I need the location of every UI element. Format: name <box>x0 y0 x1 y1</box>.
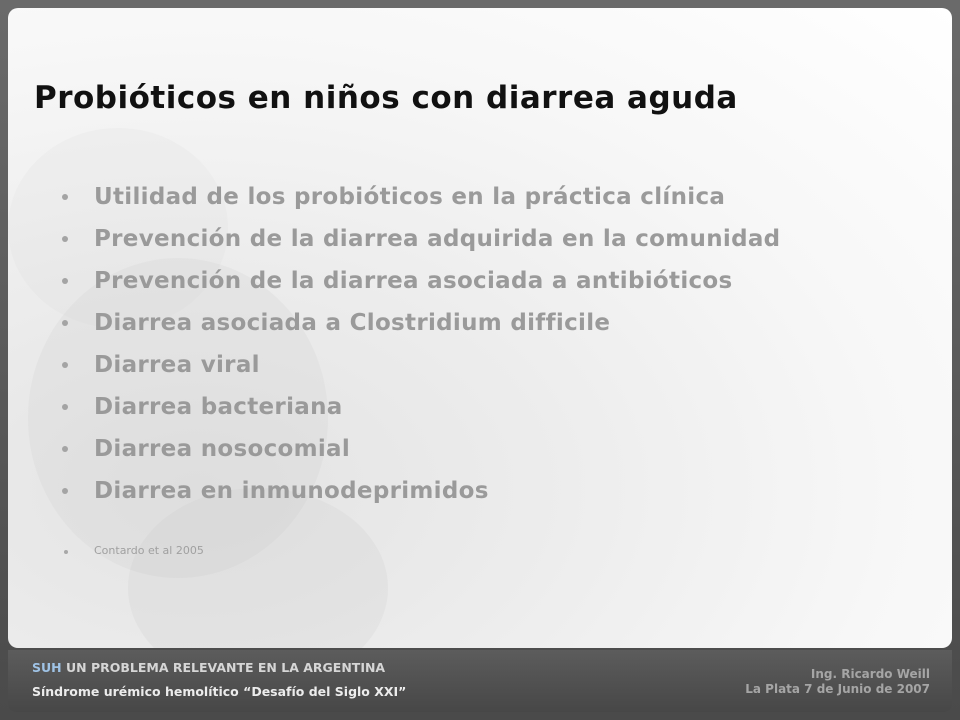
bullet-item <box>60 344 780 386</box>
bullet-text: Prevención de la diarrea adquirida en la comunidad <box>94 226 781 252</box>
bullet-item <box>60 428 780 470</box>
citation-text: Contardo et al 2005 <box>94 544 204 557</box>
footer-subtitle: Síndrome urémico hemolítico “Desafío del Siglo XXI” <box>32 684 407 699</box>
bullet-dot-icon <box>62 446 68 452</box>
bullet-dot-icon <box>62 362 68 368</box>
footer-bar <box>8 650 952 712</box>
bullet-dot-icon <box>62 404 68 410</box>
bullet-text: Diarrea nosocomial <box>94 436 351 462</box>
bullet-dot-icon <box>62 194 68 200</box>
footer-tagline <box>32 660 385 675</box>
citation <box>60 544 204 557</box>
bullet-list <box>60 176 780 512</box>
bullet-text: Diarrea bacteriana <box>94 394 343 420</box>
footer-place-date: La Plata 7 de Junio de 2007 <box>745 682 930 696</box>
bullet-dot-icon <box>62 236 68 242</box>
slide-title: Probióticos en niños con diarrea aguda <box>34 80 738 116</box>
footer-author: Ing. Ricardo Weill <box>810 667 930 681</box>
bullet-text: Diarrea asociada a Clostridium difficile <box>94 310 611 336</box>
footer-acronym: SUH <box>32 660 62 675</box>
bullet-text: Diarrea en inmunodeprimidos <box>94 478 489 504</box>
bullet-item <box>60 386 780 428</box>
citation-bullet-icon <box>64 550 68 554</box>
slide-canvas <box>8 8 952 648</box>
bullet-text: Diarrea viral <box>94 352 260 378</box>
bullet-dot-icon <box>62 320 68 326</box>
bullet-item <box>60 218 780 260</box>
footer-tagline-text: UN PROBLEMA RELEVANTE EN LA ARGENTINA <box>61 660 386 675</box>
bullet-dot-icon <box>62 278 68 284</box>
bullet-text: Utilidad de los probióticos en la práctica clínica <box>94 184 726 210</box>
bullet-item <box>60 176 780 218</box>
bullet-text: Prevención de la diarrea asociada a antibióticos <box>94 268 733 294</box>
bullet-item <box>60 470 780 512</box>
bullet-item <box>60 260 780 302</box>
bullet-item <box>60 302 780 344</box>
bullet-dot-icon <box>62 488 68 494</box>
